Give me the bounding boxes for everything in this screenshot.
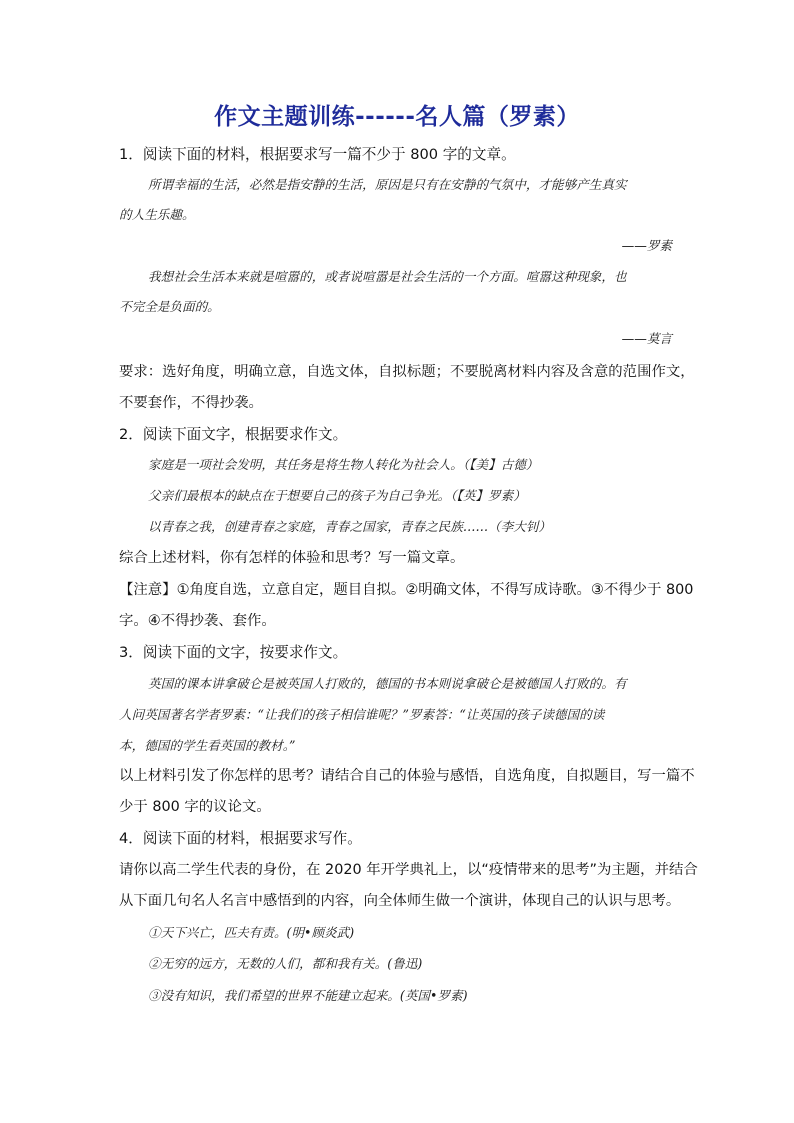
q4-quote2: ②无穷的远方，无数的人们，都和我有关。(鲁迅) xyxy=(148,956,423,971)
q3-task-line1: 以上材料引发了你怎样的思考？请结合自己的体验与感悟，自选角度，自拟题目，写一篇不 xyxy=(119,768,695,784)
q3-task-line2: 少于 800 字的议论文。 xyxy=(119,799,271,815)
q4-task-line2: 从下面几句名人名言中感悟到的内容，向全体师生做一个演讲，体现自己的认识与思考。 xyxy=(119,893,681,909)
q2-task: 综合上述材料，你有怎样的体验和思考？写一篇文章。 xyxy=(119,550,465,566)
q1-material1-line1: 所谓幸福的生活，必然是指安静的生活，原因是只有在安静的气氛中，才能够产生真实 xyxy=(148,177,627,192)
q1-material2-line1: 我想社会生活本来就是喧嚣的，或者说喧嚣是社会生活的一个方面。喧嚣这种现象，也 xyxy=(148,269,627,284)
q3-material-line2: 人问英国著名学者罗素：“让我们的孩子相信谁呢？”罗素答：“让英国的孩子读德国的读 xyxy=(119,707,605,722)
q3-material-line3: 本，德国的学生看英国的教材。” xyxy=(119,738,296,753)
q1-requirement-line1: 要求：选好角度，明确立意，自选文体，自拟标题；不要脱离材料内容及含意的范围作文， xyxy=(119,364,695,380)
q3-prompt: 3．阅读下面的文字，按要求作文。 xyxy=(119,644,348,661)
page-title: 作文主题训练------名人篇（罗素） xyxy=(214,104,580,130)
q2-material3: 以青春之我，创建青春之家庭，青春之国家，青春之民族……（李大钊） xyxy=(148,519,551,534)
q4-quote3: ③没有知识，我们希望的世界不能建立起来。(英国•罗素) xyxy=(148,988,468,1003)
q1-material1-line2: 的人生乐趣。 xyxy=(119,207,195,222)
q1-requirement-line2: 不要套作，不得抄袭。 xyxy=(119,395,263,411)
q2-note-line1: 【注意】①角度自选，立意自定，题目自拟。②明确文体，不得写成诗歌。③不得少于 800 xyxy=(119,582,694,598)
q2-note-line2: 字。④不得抄袭、套作。 xyxy=(119,613,276,629)
q1-material2-line2: 不完全是负面的。 xyxy=(119,299,220,314)
q4-prompt: 4．阅读下面的材料，根据要求写作。 xyxy=(119,830,362,847)
q2-prompt: 2．阅读下面文字，根据要求作文。 xyxy=(119,426,348,443)
q4-task-line1: 请你以高二学生代表的身份，在 2020 年开学典礼上，以“疫情带来的思考”为主题，并结合 xyxy=(119,862,698,878)
q2-material2: 父亲们最根本的缺点在于想要自己的孩子为自己争光。（【英】罗素） xyxy=(148,488,526,503)
q1-material1-attribution: ——罗素 xyxy=(621,238,672,253)
q2-material1: 家庭是一项社会发明，其任务是将生物人转化为社会人。（【美】古德） xyxy=(148,457,539,472)
q1-material2-attribution: ——莫言 xyxy=(621,331,672,346)
q4-quote1: ①天下兴亡，匹夫有责。(明•顾炎武) xyxy=(148,925,355,940)
q1-prompt: 1．阅读下面的材料，根据要求写一篇不少于 800 字的文章。 xyxy=(119,146,516,163)
q3-material-line1: 英国的课本讲拿破仑是被英国人打败的，德国的书本则说拿破仑是被德国人打败的。有 xyxy=(148,676,627,691)
